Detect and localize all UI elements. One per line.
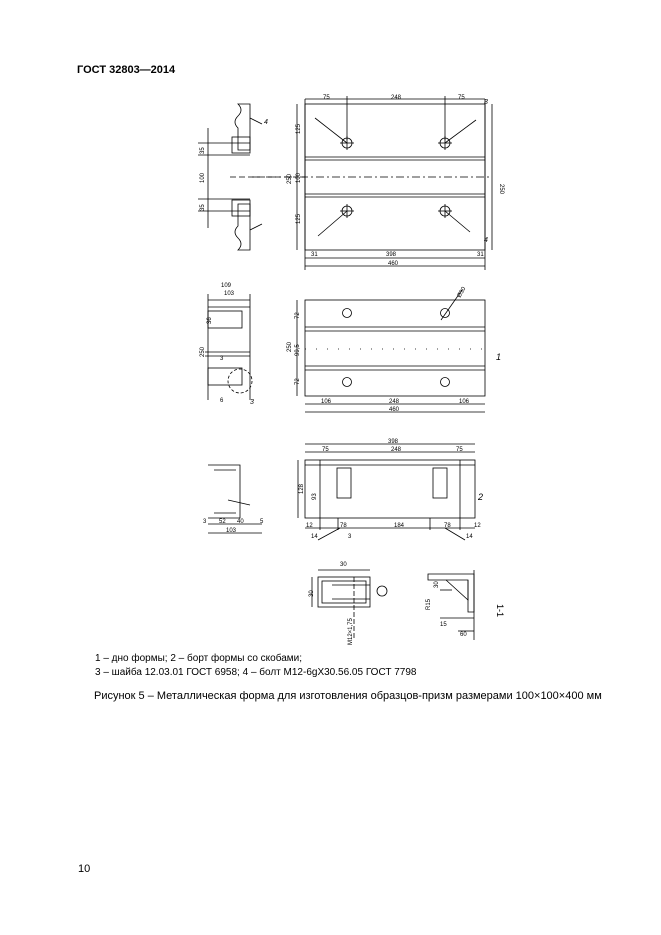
standard-header: ГОСТ 32803—2014 bbox=[77, 64, 176, 76]
dim-label: 106 bbox=[321, 399, 332, 405]
dim-label: 30 bbox=[340, 562, 347, 568]
dim-label: 103 bbox=[226, 528, 237, 534]
legend-line-2: 3 – шайба 12.03.01 ГОСТ 6958; 4 – болт М12-6gХ30.56.05 ГОСТ 7798 bbox=[95, 667, 417, 678]
dim-label: 3 bbox=[220, 356, 224, 362]
dim-label: 12 bbox=[474, 523, 481, 529]
dim-label: 30 bbox=[309, 590, 315, 597]
dim-label: 398 bbox=[388, 439, 399, 445]
dim-label: 36 bbox=[207, 317, 213, 324]
callout-number: 3 bbox=[484, 99, 488, 106]
dim-label: 125 bbox=[296, 213, 302, 224]
callout-number: 1 bbox=[496, 352, 502, 362]
dim-label: 100 bbox=[200, 172, 206, 183]
dim-label: 14 bbox=[466, 534, 473, 540]
dim-label: 250 bbox=[287, 173, 293, 184]
legend-line-1: 1 – дно формы; 2 – борт формы со скобами; bbox=[95, 653, 303, 664]
plan-view-middle bbox=[297, 290, 485, 412]
plan-view-top bbox=[230, 96, 492, 270]
page-number: 10 bbox=[78, 863, 91, 875]
dim-label: 103 bbox=[224, 291, 235, 297]
dim-label: 12 bbox=[306, 523, 313, 529]
dim-label: 15 bbox=[440, 622, 447, 628]
dim-label: 250 bbox=[287, 341, 293, 352]
dim-label: 398 bbox=[386, 252, 397, 258]
dim-label: 72 bbox=[295, 378, 301, 385]
callout-number: 3 bbox=[250, 399, 254, 406]
dim-label: 250 bbox=[200, 346, 206, 357]
dim-label: 248 bbox=[389, 399, 400, 405]
callout-number: 4 bbox=[264, 119, 268, 126]
dim-label: 93 bbox=[312, 493, 318, 500]
dim-label: 106 bbox=[459, 399, 470, 405]
dim-label: 5 bbox=[260, 519, 264, 525]
dim-label: 75 bbox=[456, 447, 463, 453]
dim-label: 75 bbox=[458, 95, 465, 101]
dim-label: 75 bbox=[322, 447, 329, 453]
dim-label: 460 bbox=[388, 261, 399, 267]
dim-label: 78 bbox=[340, 523, 347, 529]
dim-label: 31 bbox=[311, 252, 318, 258]
dim-label: 14 bbox=[311, 534, 318, 540]
dim-label: 6 bbox=[220, 398, 224, 404]
dim-label: R15 bbox=[426, 598, 432, 610]
dim-label: М12×1,75 bbox=[348, 618, 354, 645]
dim-label: 30 bbox=[434, 581, 440, 588]
dim-label: Ø30 bbox=[456, 286, 468, 299]
dim-label: 460 bbox=[389, 407, 400, 413]
dim-label: 75 bbox=[323, 95, 330, 101]
figure-caption: Рисунок 5 – Металлическая форма для изготовления образцов-призм размерами 100×100×400 мм bbox=[94, 690, 602, 702]
dim-label: 35 bbox=[200, 204, 206, 211]
dim-label: 109 bbox=[221, 283, 232, 289]
dim-label: 60 bbox=[460, 632, 467, 638]
dim-label: 125 bbox=[296, 123, 302, 134]
dim-label: 78 bbox=[444, 523, 451, 529]
dim-label: 100 bbox=[296, 172, 302, 183]
dim-label: 3 bbox=[348, 534, 352, 540]
callout-number: 4 bbox=[484, 237, 488, 244]
callout-number: 2 bbox=[478, 492, 484, 502]
dim-label: 72 bbox=[295, 312, 301, 319]
side-profile-middle bbox=[205, 294, 252, 400]
bracket-section bbox=[428, 570, 474, 640]
dim-label: 40 bbox=[237, 519, 244, 525]
dim-label: 128 bbox=[299, 483, 305, 494]
dim-label: 248 bbox=[391, 95, 402, 101]
dim-label: 184 bbox=[394, 523, 405, 529]
dim-label: 31 bbox=[477, 252, 484, 258]
dim-label: 52 bbox=[219, 519, 226, 525]
dim-label: 3 bbox=[203, 519, 207, 525]
section-label: 1-1 bbox=[495, 604, 505, 618]
dim-label: 35 bbox=[200, 147, 206, 154]
dim-label: 248 bbox=[391, 447, 402, 453]
dim-label: 99,5 bbox=[295, 344, 301, 356]
dim-label: 250 bbox=[498, 184, 504, 195]
wall-side bbox=[208, 465, 262, 533]
